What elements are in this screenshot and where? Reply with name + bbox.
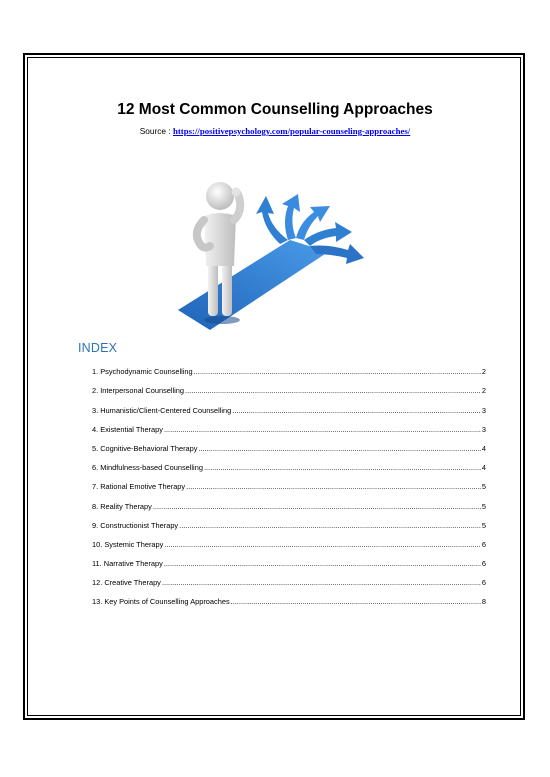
toc-entry-page: 6 <box>481 559 486 569</box>
toc-entry-label: 10. Systemic Therapy <box>92 539 164 549</box>
toc-entry-label: 4. Existential Therapy <box>92 424 163 434</box>
thinking-figure-with-arrows-icon <box>170 170 370 332</box>
toc-entry-label: 6. Mindfulness-based Counselling <box>92 463 203 473</box>
toc-leader-dots <box>179 521 481 530</box>
toc-entry-page: 8 <box>481 597 486 607</box>
toc-entry[interactable] <box>92 491 486 510</box>
toc-entry-page: 6 <box>481 578 486 588</box>
toc-entry-label: 8. Reality Therapy <box>92 501 152 511</box>
toc-leader-dots <box>164 425 481 434</box>
toc-entry-label: 7. Rational Emotive Therapy <box>92 482 186 492</box>
toc-entry-page: 3 <box>481 424 486 434</box>
toc-entry-label: 2. Interpersonal Counselling <box>92 386 185 396</box>
toc-leader-dots <box>198 444 480 453</box>
toc-entry-label: 9. Constructionist Therapy <box>92 520 179 530</box>
toc-entry[interactable] <box>92 472 486 491</box>
toc-leader-dots <box>204 463 481 472</box>
toc-entry[interactable] <box>92 434 486 453</box>
arrow-branch-5 <box>310 244 364 264</box>
toc-entry[interactable] <box>92 453 486 472</box>
toc-entry-page: 2 <box>481 367 486 377</box>
index-heading: INDEX <box>78 341 118 355</box>
toc-entry[interactable] <box>92 357 486 376</box>
main-path-shape <box>178 240 328 330</box>
toc-entry[interactable] <box>92 530 486 549</box>
toc-entry-label: 5. Cognitive-Behavioral Therapy <box>92 443 198 453</box>
toc-entry[interactable] <box>92 376 486 395</box>
toc-entry-page: 3 <box>481 405 486 415</box>
toc-leader-dots <box>186 482 481 491</box>
toc-leader-dots <box>164 559 481 568</box>
toc-entry-page: 5 <box>481 482 486 492</box>
toc-leader-dots <box>185 386 481 395</box>
toc-entry-label: 1. Psychodynamic Counselling <box>92 367 193 377</box>
toc-entry[interactable] <box>92 587 486 606</box>
toc-entry[interactable] <box>92 395 486 414</box>
arrow-branch-4 <box>304 222 352 246</box>
toc-entry[interactable] <box>92 511 486 530</box>
table-of-contents <box>92 357 486 606</box>
toc-leader-dots <box>164 540 481 549</box>
toc-entry-page: 4 <box>481 463 486 473</box>
toc-entry[interactable] <box>92 568 486 587</box>
arrow-branch-1 <box>256 196 288 244</box>
toc-entry-label: 13. Key Points of Counselling Approaches <box>92 597 230 607</box>
toc-entry-page: 5 <box>481 520 486 530</box>
toc-leader-dots <box>153 502 481 511</box>
toc-leader-dots <box>194 367 481 376</box>
toc-leader-dots <box>232 406 481 415</box>
toc-entry[interactable] <box>92 549 486 568</box>
toc-entry-page: 5 <box>481 501 486 511</box>
toc-leader-dots <box>231 597 481 606</box>
source-link[interactable]: https://positivepsychology.com/popular-counseling-approaches/ <box>172 126 411 136</box>
document-title: 12 Most Common Counselling Approaches <box>117 101 433 118</box>
toc-entry-page: 2 <box>481 386 486 396</box>
toc-entry-label: 11. Narrative Therapy <box>92 559 163 569</box>
toc-entry-page: 6 <box>481 539 486 549</box>
toc-leader-dots <box>162 578 481 587</box>
arrow-branch-2 <box>282 194 300 240</box>
toc-entry-label: 3. Humanistic/Client-Centered Counselling <box>92 405 232 415</box>
toc-entry-label: 12. Creative Therapy <box>92 578 161 588</box>
toc-entry-page: 4 <box>481 443 486 453</box>
source-line <box>0 126 550 136</box>
source-label: Source : <box>139 126 171 136</box>
toc-entry[interactable] <box>92 415 486 434</box>
